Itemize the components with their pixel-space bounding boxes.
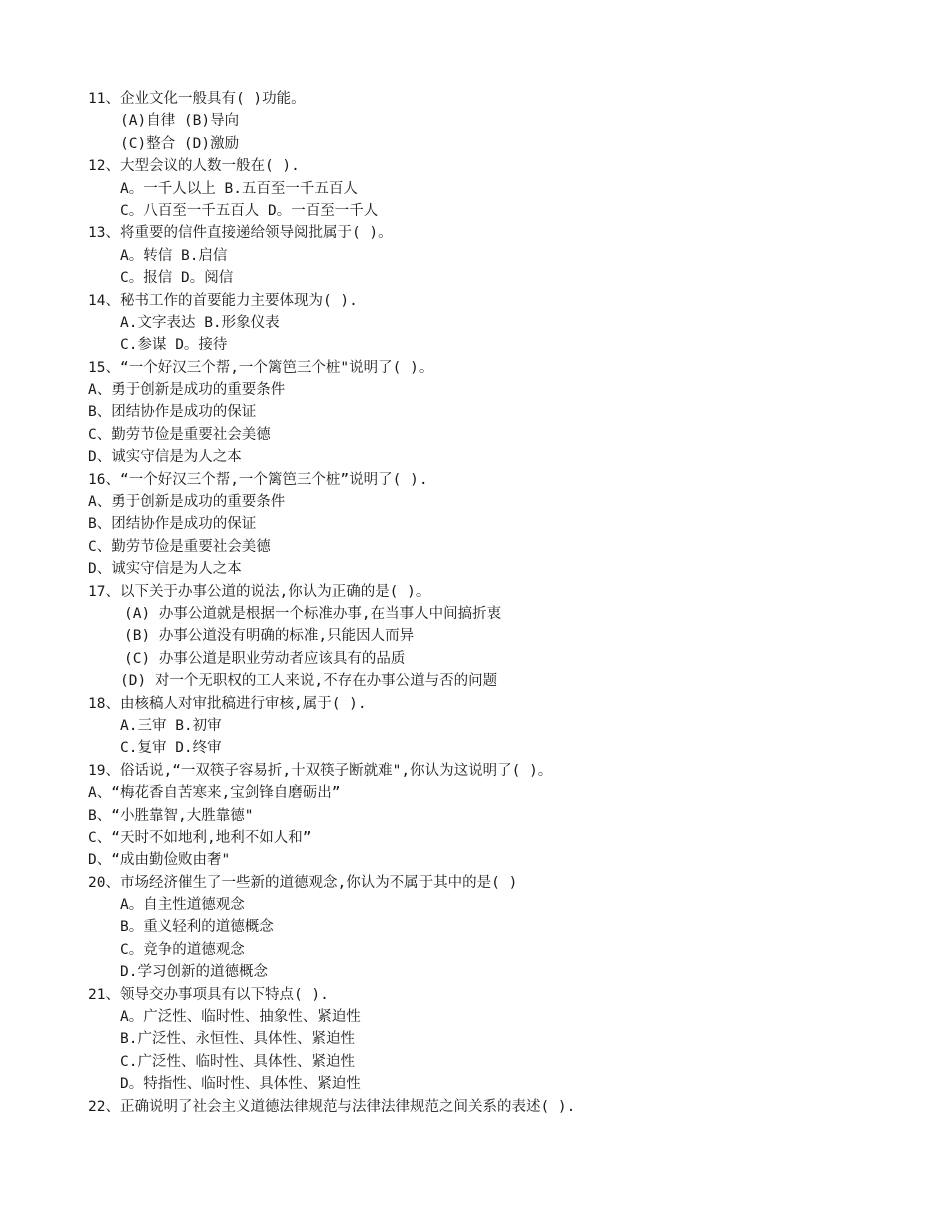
question-16-option-a: A、勇于创新是成功的重要条件 <box>88 494 286 511</box>
question-12-option-line: C。八百至一千五百人 D。一百至一千人 <box>120 202 379 219</box>
question-18-stem: 18、由核稿人对审批稿进行审核,属于( ). <box>88 695 367 712</box>
question-19-option-d: D、“成由勤俭败由奢" <box>88 852 231 869</box>
question-15-option-a: A、勇于创新是成功的重要条件 <box>88 382 286 399</box>
question-20-option-d: D.学习创新的道德概念 <box>120 964 268 981</box>
question-12-option-line: A。一千人以上 B.五百至一千五百人 <box>120 180 358 197</box>
question-15-option-b: B、团结协作是成功的保证 <box>88 404 257 421</box>
question-20-option-b: B。重义轻利的道德概念 <box>120 919 274 936</box>
question-13-stem: 13、将重要的信件直接递给领导阅批属于( )。 <box>88 225 393 242</box>
question-20-option-c: C。竞争的道德观念 <box>120 941 245 958</box>
question-11-option-line: (A)自律 (B)导向 <box>120 113 240 130</box>
question-17-option-c: (C) 办事公道是职业劳动者应该具有的品质 <box>124 650 406 667</box>
question-13-option-line: C。报信 D。阅信 <box>120 270 234 287</box>
question-14-stem: 14、秘书工作的首要能力主要体现为( ). <box>88 292 358 309</box>
question-21-option-a: A。广泛性、临时性、抽象性、紧迫性 <box>120 1009 361 1026</box>
question-20-option-a: A。自主性道德观念 <box>120 897 245 914</box>
question-17-stem: 17、以下关于办事公道的说法,你认为正确的是( )。 <box>88 583 431 600</box>
question-15-option-c: C、勤劳节俭是重要社会美德 <box>88 426 271 443</box>
question-14-option-line: A.文字表达 B.形象仪表 <box>120 314 280 331</box>
question-19-stem: 19、俗话说,“一双筷子容易折,十双筷子断就难",你认为这说明了( )。 <box>88 762 553 779</box>
question-11-option-line: (C)整合 (D)激励 <box>120 135 240 152</box>
question-21-stem: 21、领导交办事项具有以下特点( ). <box>88 986 329 1003</box>
question-16-option-c: C、勤劳节俭是重要社会美德 <box>88 538 271 555</box>
question-18-option-line: C.复审 D.终审 <box>120 740 222 757</box>
question-16-option-d: D、诚实守信是为人之本 <box>88 561 242 578</box>
question-12-stem: 12、大型会议的人数一般在( ). <box>88 158 300 175</box>
question-list <box>88 88 888 1118</box>
question-16-stem: 16、“一个好汉三个帮,一个篱笆三个桩”说明了( ). <box>88 471 428 488</box>
question-20-stem: 20、市场经济催生了一些新的道德观念,你认为不属于其中的是( ) <box>88 874 518 891</box>
question-15-option-d: D、诚实守信是为人之本 <box>88 449 242 466</box>
question-17-option-d: (D) 对一个无职权的工人来说,不存在办事公道与否的问题 <box>120 673 498 690</box>
question-11-stem: 11、企业文化一般具有( )功能。 <box>88 91 306 107</box>
question-16-option-b: B、团结协作是成功的保证 <box>88 516 257 533</box>
question-21-option-c: C.广泛性、临时性、具体性、紧迫性 <box>120 1053 355 1070</box>
question-14-option-line: C.参谋 D。接待 <box>120 337 228 354</box>
question-15-stem: 15、“一个好汉三个帮,一个篱笆三个桩"说明了( )。 <box>88 359 434 376</box>
question-13-option-line: A。转信 B.启信 <box>120 247 228 264</box>
question-21-option-d: D。特指性、临时性、具体性、紧迫性 <box>120 1076 361 1093</box>
question-19-option-c: C、“天时不如地利,地利不如人和” <box>88 829 312 846</box>
question-18-option-line: A.三审 B.初审 <box>120 717 222 734</box>
question-19-option-a: A、“梅花香自苦寒来,宝剑锋自磨砺出” <box>88 785 341 802</box>
question-19-option-b: B、“小胜靠智,大胜靠德" <box>88 807 254 824</box>
question-22-stem: 22、正确说明了社会主义道德法律规范与法律法律规范之间关系的表述( ). <box>88 1098 576 1115</box>
question-21-option-b: B.广泛性、永恒性、具体性、紧迫性 <box>120 1031 355 1048</box>
question-17-option-a: (A) 办事公道就是根据一个标准办事,在当事人中间搞折衷 <box>124 605 502 622</box>
question-17-option-b: (B) 办事公道没有明确的标准,只能因人而异 <box>124 628 415 645</box>
